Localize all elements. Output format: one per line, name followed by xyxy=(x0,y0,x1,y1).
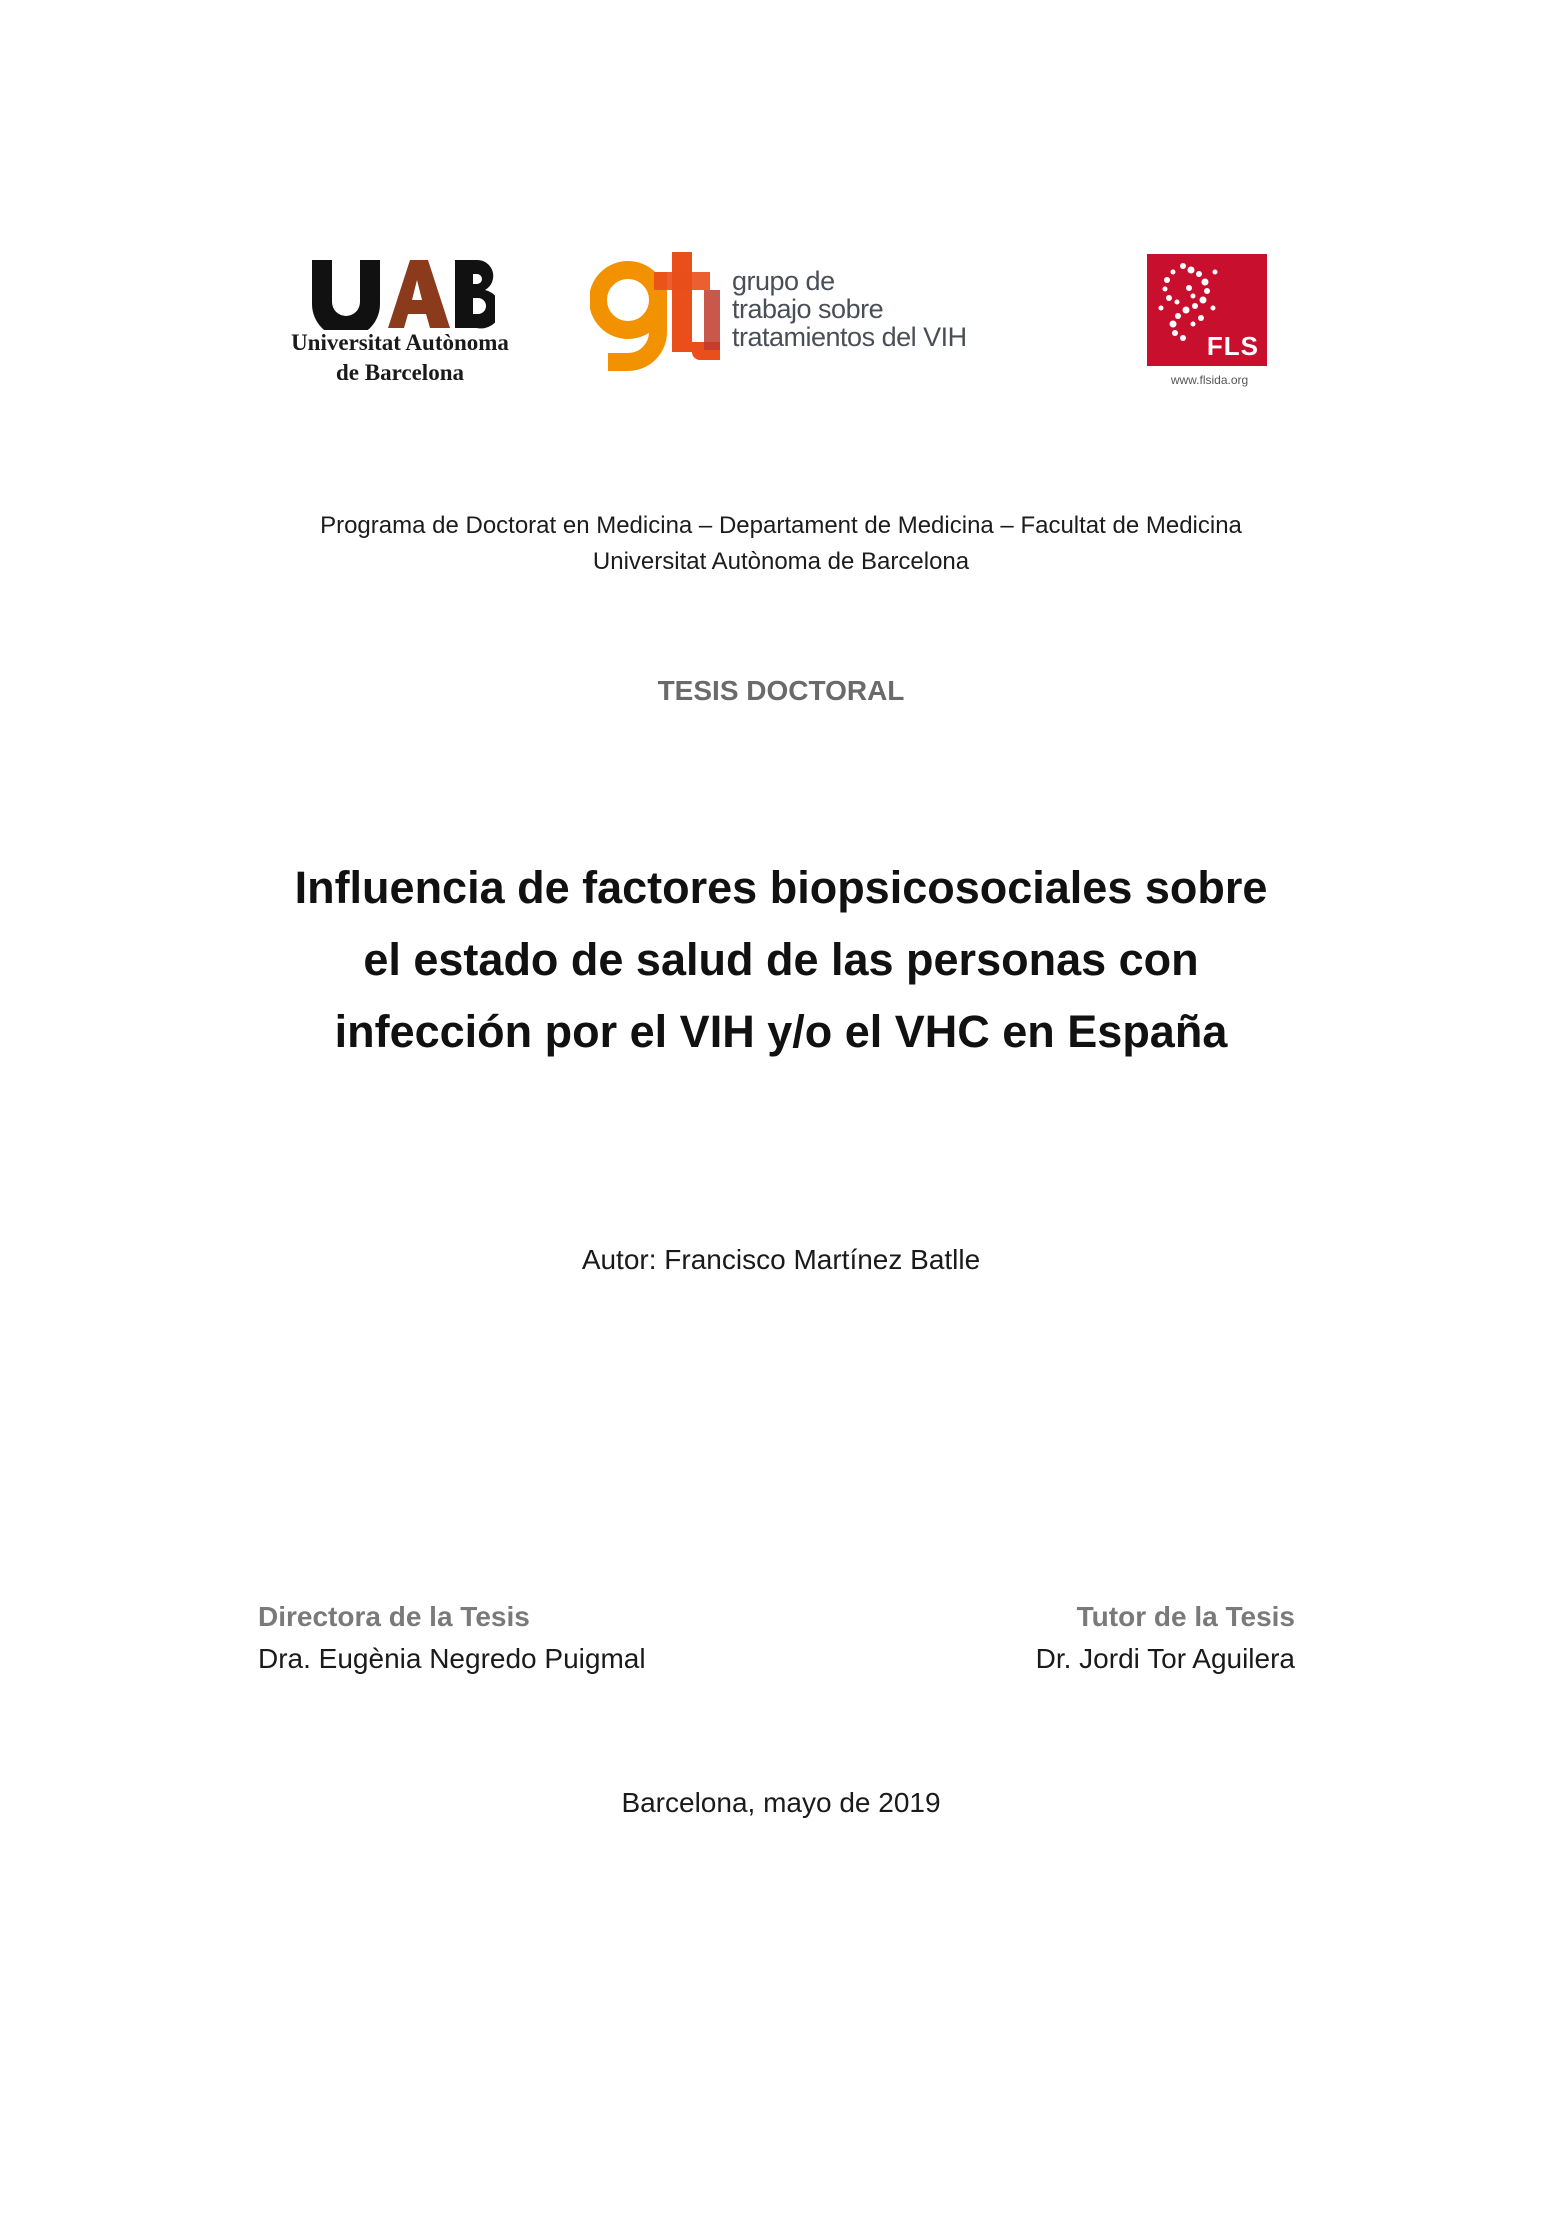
thesis-title xyxy=(0,852,1562,1068)
thesis-type-heading: TESIS DOCTORAL xyxy=(657,675,905,706)
gtt-mark-icon xyxy=(590,252,730,378)
thesis-title-line-1: Influencia de factores biopsicosociales sobre xyxy=(294,862,1268,913)
thesis-title-line-3: infección por el VIH y/o el VHC en España xyxy=(334,1006,1228,1057)
program-line-2: Universitat Autònoma de Barcelona xyxy=(592,548,970,575)
fls-logo xyxy=(1147,254,1272,394)
gtt-logo-line2: trabajo sobre xyxy=(732,294,884,324)
thesis-title-line-2: el estado de salud de las personas con xyxy=(363,934,1199,985)
director-name: Dra. Eugènia Negredo Puigmal xyxy=(258,1643,646,1674)
uab-logo-line2: de Barcelona xyxy=(336,360,464,385)
gtt-logo-line3: tratamientos del VIH xyxy=(732,322,967,352)
uab-mark-icon xyxy=(310,258,495,330)
author-line: Autor: Francisco Martínez Batlle xyxy=(581,1244,981,1275)
program-line-1: Programa de Doctorat en Medicina – Departament de Medicina – Facultat de Medicina xyxy=(320,512,1242,539)
tutor-name: Dr. Jordi Tor Aguilera xyxy=(1035,1643,1295,1674)
fls-logo-name: FLS xyxy=(1206,331,1259,361)
director-label: Directora de la Tesis xyxy=(258,1601,530,1632)
fls-logo-box xyxy=(1147,254,1267,366)
gtt-logo xyxy=(590,252,1010,382)
director-block xyxy=(258,1596,646,1680)
tutor-label: Tutor de la Tesis xyxy=(1076,1601,1295,1632)
uab-logo xyxy=(270,248,530,398)
place-date: Barcelona, mayo de 2019 xyxy=(621,1787,941,1818)
uab-logo-line1: Universitat Autònoma xyxy=(291,330,509,355)
tutor-block xyxy=(1036,1596,1295,1680)
fls-logo-url: www.flsida.org xyxy=(1170,373,1249,387)
gtt-logo-line1: grupo de xyxy=(732,266,835,296)
